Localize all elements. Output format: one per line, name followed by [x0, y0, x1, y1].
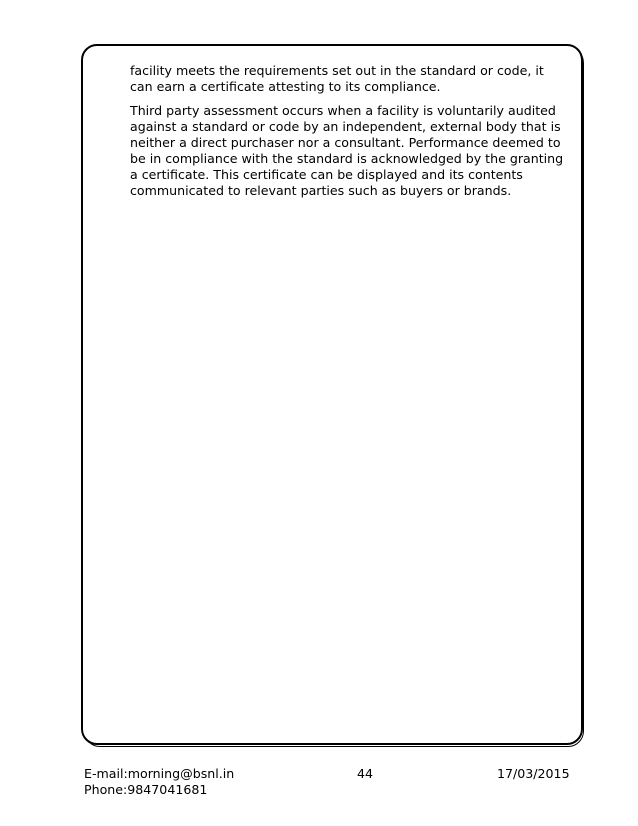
footer-page-number: 44 — [357, 766, 374, 781]
paragraph-third-party-assessment: Third party assessment occurs when a facility is voluntarily audited against a standard or code by an independent, external body that is neither a direct purchaser nor a consultant. Performance deemed to be in compliance with the standard is acknowledged by the granting a certificate. This certificate can be displayed and its contents communicated to relevant parties such as buyers or brands. — [130, 103, 564, 198]
paragraph-continuation: facility meets the requirements set out in the standard or code, it can earn a certificate attesting to its compliance. — [130, 63, 544, 94]
body-text — [130, 63, 570, 207]
footer-contact — [84, 766, 234, 798]
footer-date: 17/03/2015 — [497, 766, 570, 781]
footer-email: E-mail:morning@bsnl.in — [84, 766, 235, 781]
footer-phone: Phone:9847041681 — [84, 782, 208, 797]
